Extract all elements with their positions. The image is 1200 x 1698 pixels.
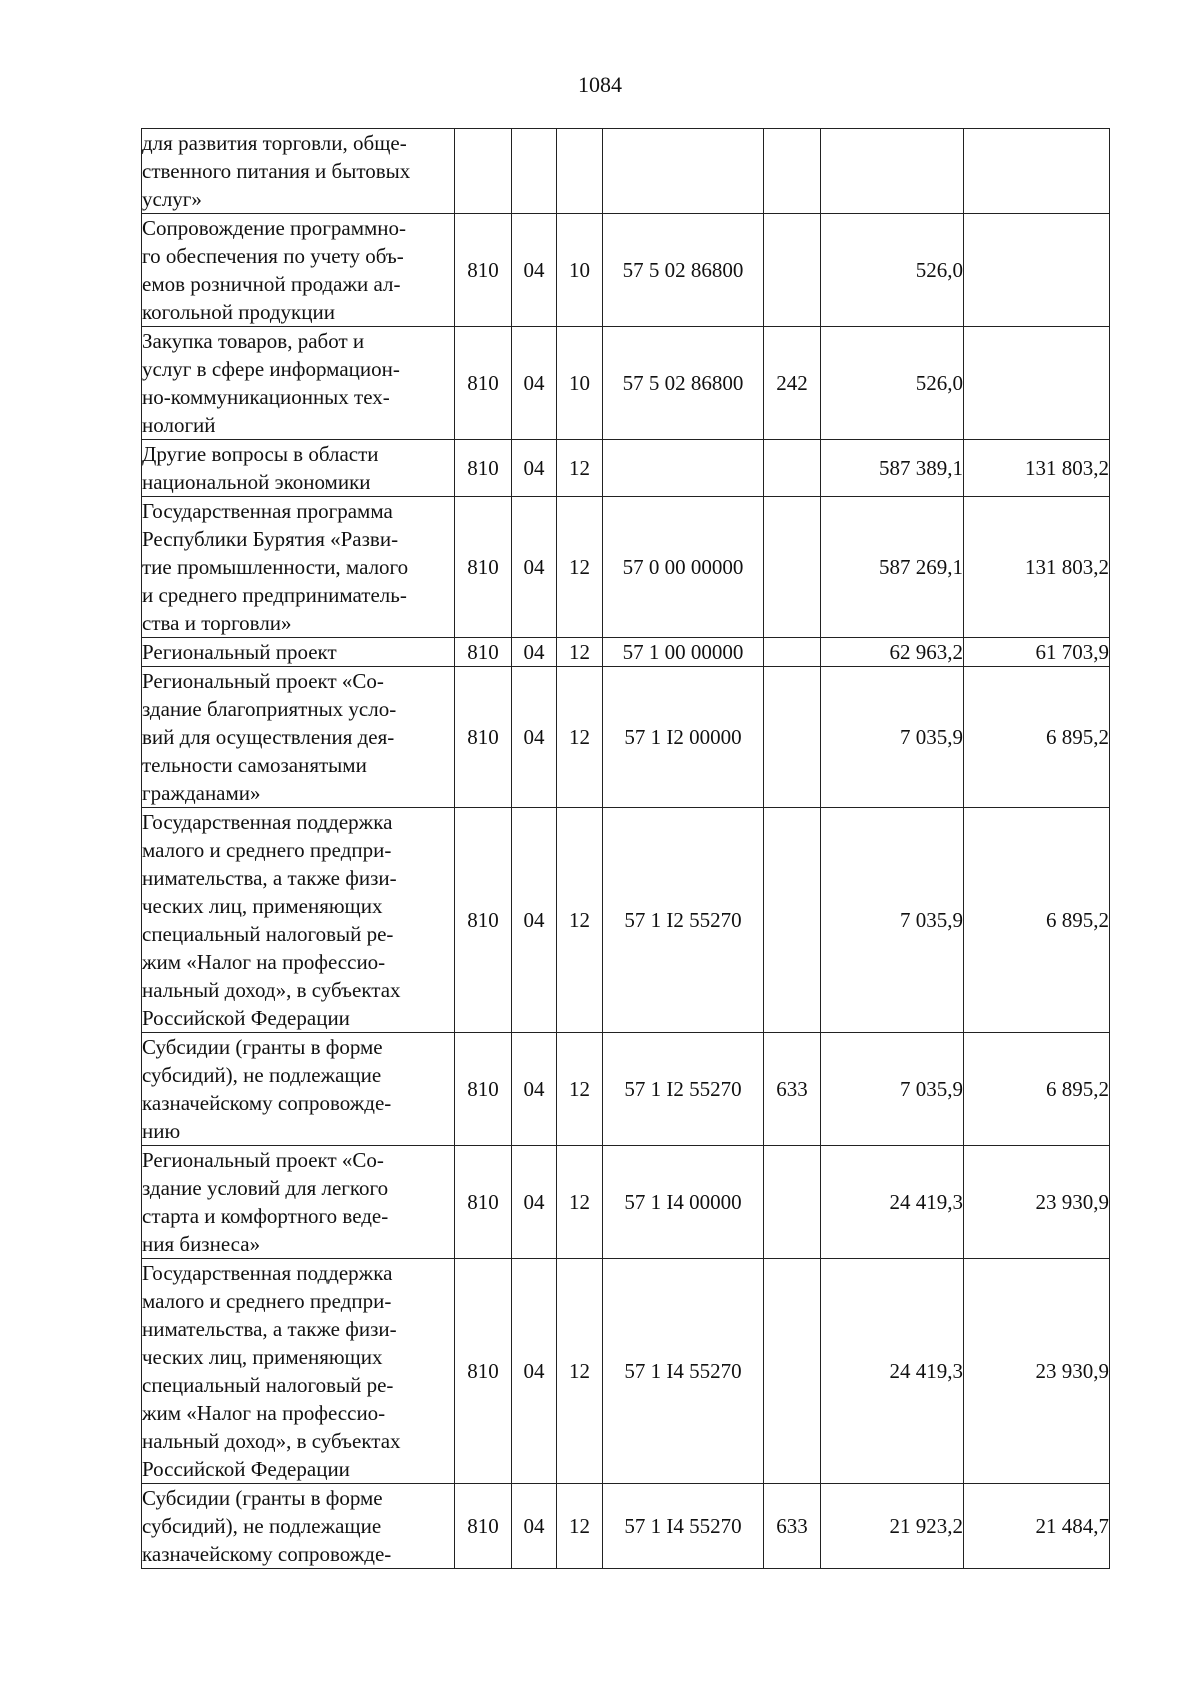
- expense-type-cell: 633: [764, 1033, 821, 1146]
- table-row: [142, 667, 1110, 808]
- amount-year1-cell: [821, 129, 964, 214]
- item-name-line: Региональный проект «Со-: [142, 1148, 384, 1172]
- amount-year2-cell: 61 703,9: [964, 638, 1110, 667]
- amount-year1-cell: 62 963,2: [821, 638, 964, 667]
- amount-year1-cell: 24 419,3: [821, 1259, 964, 1484]
- table-row: [142, 1484, 1110, 1569]
- amount-year1-cell: 7 035,9: [821, 808, 964, 1033]
- item-name-cell: [142, 808, 455, 1033]
- section-code-cell: 04: [512, 808, 557, 1033]
- item-name-line: малого и среднего предпри-: [142, 1289, 392, 1313]
- amount-year2-cell: 23 930,9: [964, 1259, 1110, 1484]
- amount-year2-cell: [964, 327, 1110, 440]
- ministry-code-cell: 810: [455, 497, 512, 638]
- ministry-code-cell: 810: [455, 1146, 512, 1259]
- item-name-line: го обеспечения по учету объ-: [142, 244, 404, 268]
- item-name-line: нимательства, а также физи-: [142, 866, 397, 890]
- table-row: [142, 214, 1110, 327]
- item-name-cell: [142, 497, 455, 638]
- item-name-line: Российской Федерации: [142, 1457, 350, 1481]
- subsection-code-cell: 12: [557, 667, 603, 808]
- item-name-line: жим «Налог на профессио-: [142, 1401, 386, 1425]
- amount-year1-cell: 526,0: [821, 327, 964, 440]
- section-code-cell: 04: [512, 214, 557, 327]
- amount-year1-cell: 7 035,9: [821, 667, 964, 808]
- ministry-code-cell: 810: [455, 214, 512, 327]
- table-row: [142, 327, 1110, 440]
- table-row: [142, 638, 1110, 667]
- target-article-cell: 57 1 I4 00000: [603, 1146, 764, 1259]
- section-code-cell: 04: [512, 1146, 557, 1259]
- amount-year2-cell: [964, 214, 1110, 327]
- item-name-line: здание благоприятных усло-: [142, 697, 397, 721]
- expense-type-cell: [764, 1146, 821, 1259]
- expense-type-cell: [764, 214, 821, 327]
- item-name-line: Региональный проект «Со-: [142, 669, 384, 693]
- item-name-line: Государственная поддержка: [142, 810, 393, 834]
- amount-year2-cell: 131 803,2: [964, 497, 1110, 638]
- section-code-cell: [512, 129, 557, 214]
- ministry-code-cell: 810: [455, 808, 512, 1033]
- ministry-code-cell: [455, 129, 512, 214]
- expense-type-cell: [764, 1259, 821, 1484]
- item-name-line: нию: [142, 1119, 181, 1143]
- subsection-code-cell: 12: [557, 497, 603, 638]
- item-name-line: старта и комфортного веде-: [142, 1204, 389, 1228]
- ministry-code-cell: 810: [455, 1259, 512, 1484]
- item-name-cell: [142, 1146, 455, 1259]
- subsection-code-cell: 12: [557, 808, 603, 1033]
- ministry-code-cell: 810: [455, 1484, 512, 1569]
- table-row: [142, 129, 1110, 214]
- item-name-line: ственного питания и бытовых: [142, 159, 411, 183]
- item-name-cell: [142, 638, 455, 667]
- item-name-line: для развития торговли, обще-: [142, 131, 407, 155]
- item-name-line: Закупка товаров, работ и: [142, 329, 365, 353]
- item-name-line: Субсидии (гранты в форме: [142, 1486, 383, 1510]
- subsection-code-cell: 12: [557, 440, 603, 497]
- amount-year1-cell: 24 419,3: [821, 1146, 964, 1259]
- item-name-line: казначейскому сопровожде-: [142, 1091, 392, 1115]
- amount-year2-cell: [964, 129, 1110, 214]
- amount-year1-cell: 526,0: [821, 214, 964, 327]
- section-code-cell: 04: [512, 1484, 557, 1569]
- item-name-line: ческих лиц, применяющих: [142, 894, 383, 918]
- expense-type-cell: [764, 808, 821, 1033]
- section-code-cell: 04: [512, 638, 557, 667]
- item-name-line: субсидий), не подлежащие: [142, 1514, 382, 1538]
- item-name-cell: [142, 214, 455, 327]
- target-article-cell: 57 5 02 86800: [603, 327, 764, 440]
- item-name-line: жим «Налог на профессио-: [142, 950, 386, 974]
- subsection-code-cell: 12: [557, 1484, 603, 1569]
- section-code-cell: 04: [512, 1033, 557, 1146]
- ministry-code-cell: 810: [455, 440, 512, 497]
- expense-type-cell: [764, 667, 821, 808]
- target-article-cell: [603, 129, 764, 214]
- item-name-line: нальный доход», в субъектах: [142, 978, 401, 1002]
- amount-year2-cell: 23 930,9: [964, 1146, 1110, 1259]
- target-article-cell: 57 1 I2 55270: [603, 808, 764, 1033]
- target-article-cell: 57 1 I2 55270: [603, 1033, 764, 1146]
- section-code-cell: 04: [512, 440, 557, 497]
- ministry-code-cell: 810: [455, 327, 512, 440]
- section-code-cell: 04: [512, 327, 557, 440]
- target-article-cell: 57 1 I4 55270: [603, 1259, 764, 1484]
- item-name-cell: [142, 1484, 455, 1569]
- subsection-code-cell: 12: [557, 638, 603, 667]
- item-name-line: гражданами»: [142, 781, 261, 805]
- item-name-line: услуг»: [142, 187, 202, 211]
- item-name-line: Республики Бурятия «Разви-: [142, 527, 399, 551]
- section-code-cell: 04: [512, 667, 557, 808]
- item-name-line: нальный доход», в субъектах: [142, 1429, 401, 1453]
- expense-type-cell: [764, 497, 821, 638]
- amount-year1-cell: 7 035,9: [821, 1033, 964, 1146]
- subsection-code-cell: 10: [557, 327, 603, 440]
- subsection-code-cell: 12: [557, 1033, 603, 1146]
- amount-year2-cell: 6 895,2: [964, 1033, 1110, 1146]
- item-name-cell: [142, 667, 455, 808]
- item-name-line: емов розничной продажи ал-: [142, 272, 401, 296]
- amount-year2-cell: 6 895,2: [964, 667, 1110, 808]
- item-name-cell: [142, 129, 455, 214]
- expense-type-cell: 633: [764, 1484, 821, 1569]
- item-name-line: специальный налоговый ре-: [142, 922, 394, 946]
- ministry-code-cell: 810: [455, 638, 512, 667]
- table-row: [142, 440, 1110, 497]
- expense-type-cell: [764, 440, 821, 497]
- ministry-code-cell: 810: [455, 1033, 512, 1146]
- amount-year1-cell: 587 389,1: [821, 440, 964, 497]
- amount-year2-cell: 6 895,2: [964, 808, 1110, 1033]
- item-name-line: Российской Федерации: [142, 1006, 350, 1030]
- target-article-cell: 57 0 00 00000: [603, 497, 764, 638]
- table-row: [142, 1146, 1110, 1259]
- table-row: [142, 1259, 1110, 1484]
- subsection-code-cell: 12: [557, 1146, 603, 1259]
- item-name-line: Сопровождение программно-: [142, 216, 407, 240]
- budget-table-body: [142, 129, 1110, 1569]
- section-code-cell: 04: [512, 1259, 557, 1484]
- target-article-cell: [603, 440, 764, 497]
- item-name-line: национальной экономики: [142, 470, 371, 494]
- item-name-line: нологий: [142, 413, 216, 437]
- table-row: [142, 1033, 1110, 1146]
- amount-year2-cell: 131 803,2: [964, 440, 1110, 497]
- item-name-line: малого и среднего предпри-: [142, 838, 392, 862]
- item-name-line: нимательства, а также физи-: [142, 1317, 397, 1341]
- item-name-line: ческих лиц, применяющих: [142, 1345, 383, 1369]
- item-name-line: здание условий для легкого: [142, 1176, 389, 1200]
- amount-year2-cell: 21 484,7: [964, 1484, 1110, 1569]
- budget-table: [141, 128, 1110, 1569]
- target-article-cell: 57 5 02 86800: [603, 214, 764, 327]
- item-name-line: Региональный проект: [142, 640, 337, 664]
- item-name-line: Другие вопросы в области: [142, 442, 379, 466]
- expense-type-cell: [764, 129, 821, 214]
- item-name-line: Субсидии (гранты в форме: [142, 1035, 383, 1059]
- ministry-code-cell: 810: [455, 667, 512, 808]
- item-name-cell: [142, 1259, 455, 1484]
- item-name-line: ства и торговли»: [142, 611, 292, 635]
- section-code-cell: 04: [512, 497, 557, 638]
- item-name-line: Государственная программа: [142, 499, 393, 523]
- item-name-line: и среднего предприниматель-: [142, 583, 407, 607]
- item-name-line: но-коммуникационных тех-: [142, 385, 390, 409]
- target-article-cell: 57 1 I4 55270: [603, 1484, 764, 1569]
- item-name-line: ния бизнеса»: [142, 1232, 261, 1256]
- item-name-line: тие промышленности, малого: [142, 555, 409, 579]
- item-name-cell: [142, 1033, 455, 1146]
- item-name-line: когольной продукции: [142, 300, 335, 324]
- page-number: 1084: [578, 72, 622, 97]
- subsection-code-cell: 12: [557, 1259, 603, 1484]
- item-name-cell: [142, 440, 455, 497]
- amount-year1-cell: 587 269,1: [821, 497, 964, 638]
- item-name-line: тельности самозанятыми: [142, 753, 367, 777]
- amount-year1-cell: 21 923,2: [821, 1484, 964, 1569]
- subsection-code-cell: [557, 129, 603, 214]
- item-name-line: вий для осуществления дея-: [142, 725, 395, 749]
- item-name-line: услуг в сфере информацион-: [142, 357, 400, 381]
- item-name-cell: [142, 327, 455, 440]
- item-name-line: субсидий), не подлежащие: [142, 1063, 382, 1087]
- table-row: [142, 808, 1110, 1033]
- target-article-cell: 57 1 I2 00000: [603, 667, 764, 808]
- table-row: [142, 497, 1110, 638]
- target-article-cell: 57 1 00 00000: [603, 638, 764, 667]
- item-name-line: Государственная поддержка: [142, 1261, 393, 1285]
- subsection-code-cell: 10: [557, 214, 603, 327]
- expense-type-cell: [764, 638, 821, 667]
- item-name-line: специальный налоговый ре-: [142, 1373, 394, 1397]
- item-name-line: казначейскому сопровожде-: [142, 1542, 392, 1566]
- expense-type-cell: 242: [764, 327, 821, 440]
